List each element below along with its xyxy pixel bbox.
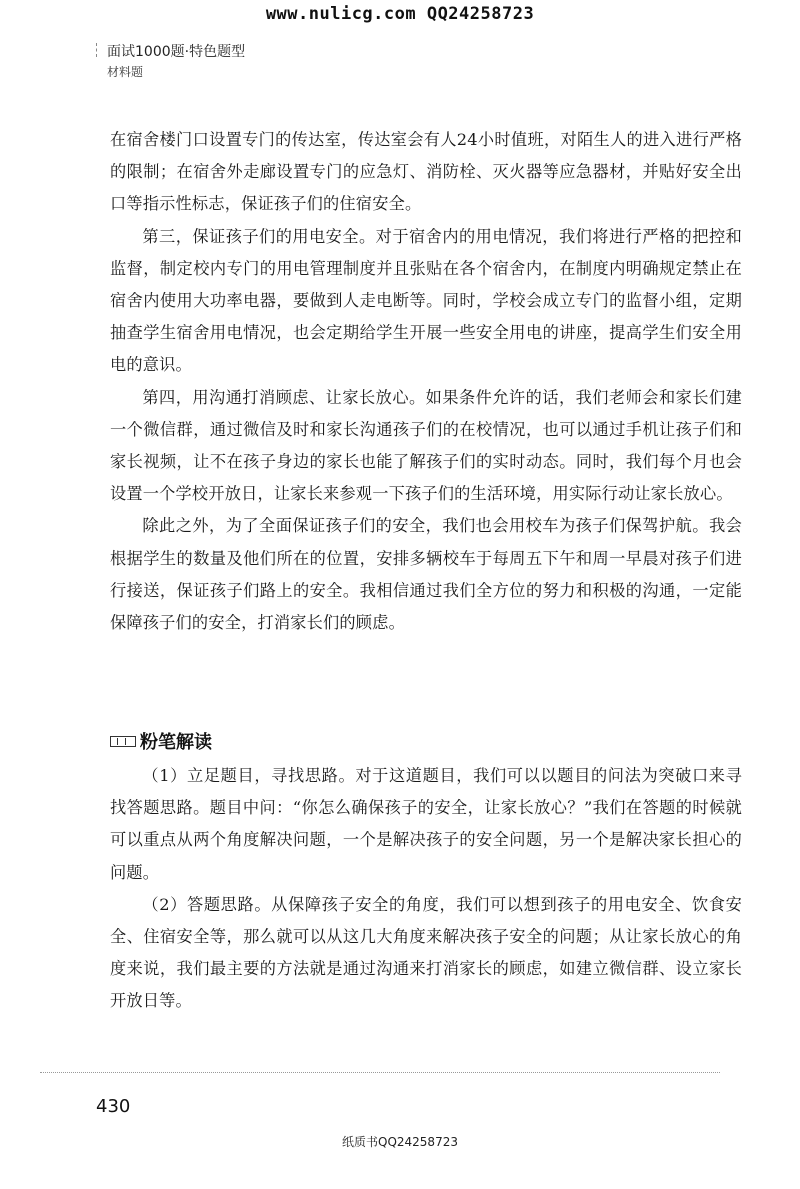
page-number: 430 bbox=[96, 1096, 131, 1117]
paragraph: 第四，用沟通打消顾虑、让家长放心。如果条件允许的话，我们老师会和家长们建一个微信群，通过微信及时和家长沟通孩子们的在校情况，也可以通过手机让孩子们和家长视频，让不在孩子身边的家长也能了解孩子们的实时动态。同时，我们每个月也会设置一个学校开放日，让家长来参观一下孩子们的生活环境，用实际行动让家长放心。 bbox=[110, 387, 742, 504]
paragraph: 除此之外，为了全面保证孩子们的安全，我们也会用校车为孩子们保驾护航。我会根据学生的数量及他们所在的位置，安排多辆校车于每周五下午和周一早晨对孩子们进行接送，保证孩子们路上的安全。我相信通过我们全方位的努力和积极的沟通，一定能保障孩子们的安全，打消家长们的顾虑。 bbox=[110, 516, 742, 633]
analysis-paragraph: （2）答题思路。从保障孩子安全的角度，我们可以想到孩子的用电安全、饮食安全、住宿安全等，那么就可以从这几大角度来解决孩子安全的问题；从让家长放心的角度来说，我们最主要的方法就是通过沟通来打消家长的顾虑，如建立微信群、设立家长开放日等。 bbox=[110, 894, 742, 1011]
running-header-title: 面试1000题·特色题型 bbox=[107, 44, 246, 60]
watermark-bottom: 纸质书QQ24258723 bbox=[342, 1135, 458, 1149]
header-rule bbox=[96, 43, 100, 57]
paragraph: 在宿舍楼门口设置专门的传达室，传达室会有人24小时值班，对陌生人的进入进行严格的限制；在宿舍外走廊设置专门的应急灯、消防栓、灭火器等应急器材，并贴好安全出口等指示性标志，保证孩子们的住宿安全。 bbox=[110, 130, 742, 214]
section-title: 粉笔解读 bbox=[140, 732, 212, 753]
running-header-subtitle: 材料题 bbox=[107, 65, 144, 79]
section-heading bbox=[110, 728, 212, 754]
chalk-icon bbox=[110, 736, 136, 747]
analysis-paragraph: （1）立足题目，寻找思路。对于这道题目，我们可以以题目的问法为突破口来寻找答题思路。题目中问：“你怎么确保孩子的安全，让家长放心？”我们在答题的时候就可以重点从两个角度解决问题，一个是解决孩子的安全问题，另一个是解决家长担心的问题。 bbox=[110, 766, 742, 882]
body-text bbox=[110, 124, 742, 639]
analysis-text bbox=[110, 760, 742, 1018]
footer-divider bbox=[40, 1072, 720, 1073]
paragraph: 第三，保证孩子们的用电安全。对于宿舍内的用电情况，我们将进行严格的把控和监督，制定校内专门的用电管理制度并且张贴在各个宿舍内，在制度内明确规定禁止在宿舍内使用大功率电器，要做到人走电断等。同时，学校会成立专门的监督小组，定期抽查学生宿舍用电情况，也会定期给学生开展一些安全用电的讲座，提高学生们安全用电的意识。 bbox=[110, 226, 742, 375]
watermark-top: www.nulicg.com QQ24258723 bbox=[265, 4, 535, 24]
